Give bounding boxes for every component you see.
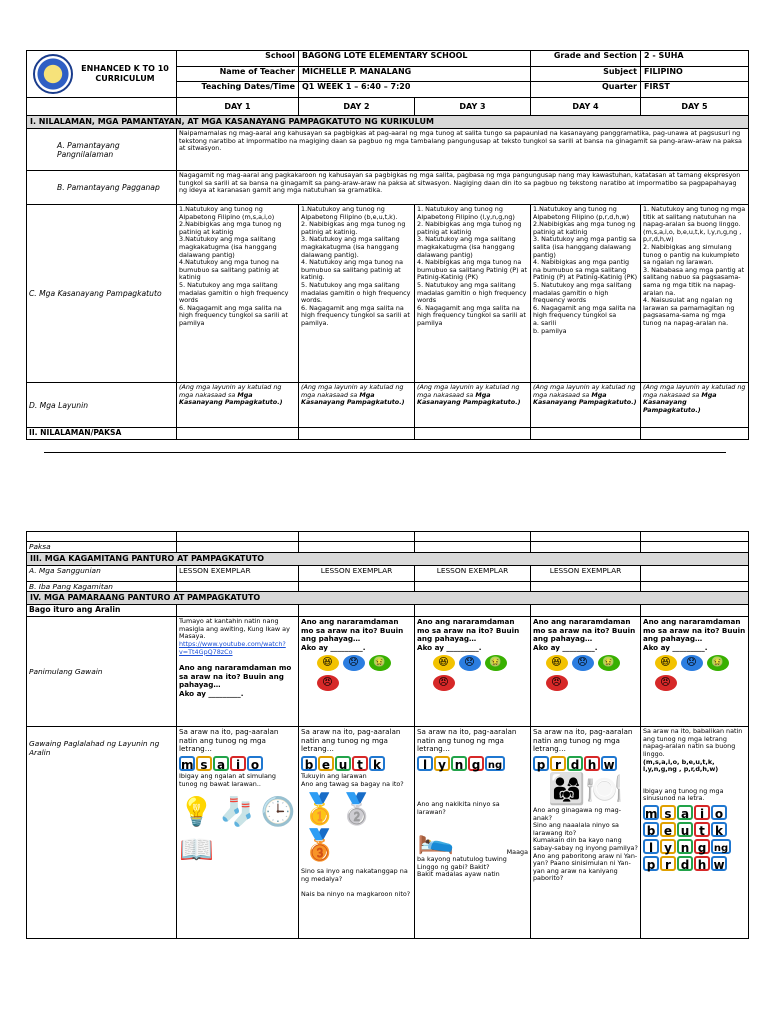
letter-tiles-lyngng-review: l y n g ng bbox=[643, 839, 746, 854]
panimula-day-2: Ano ang nararamdaman mo sa araw na ito? Buuin ang pahayag… Ako ay _________. 😆 😞 🤢 😠 bbox=[299, 617, 415, 727]
bago-ituro-label: Bago ituro ang Aralin bbox=[27, 605, 177, 617]
sanggunian-day-2: LESSON EXEMPLAR bbox=[299, 565, 415, 581]
day-header-1: DAY 1 bbox=[177, 98, 299, 116]
pamantayang-pangnilalaman-text: Naipamamalas ng mag-aaral ang kahusayan sa pagbigkas at pag-aaral ng mga tunog at salita tungo sa papaunlad na kasanayang panggramatika, pag-unawa at pagsusuri ng tekstong naratibo at impormatibo na magiging daan sa pagbuo ng mga tambalang pangungusap at teksto tungkol sa sarili at bansa na ginagamit sa pang-araw-araw na paksa at sitwasyon. bbox=[177, 129, 749, 171]
deped-logo-cell bbox=[27, 51, 177, 98]
sick-face-icon: 🤢 bbox=[485, 655, 507, 671]
day-header-2: DAY 2 bbox=[299, 98, 415, 116]
sick-face-icon: 🤢 bbox=[369, 655, 391, 671]
medals-icon: 🥇🥈🥉 bbox=[301, 792, 376, 864]
panimula-day-5: Ano ang nararamdaman mo sa araw na ito? Buuin ang pahayag… Ako ay _________. 😆 😞 🤢 😠 bbox=[641, 617, 749, 727]
letter-tiles-beutk-review: b e u t k bbox=[643, 822, 746, 837]
lightbulb-icon: 💡 bbox=[179, 795, 214, 829]
day-header-blank bbox=[27, 98, 177, 116]
teacher-value: MICHELLE P. MANALANG bbox=[299, 66, 531, 82]
youtube-link[interactable]: https://www.youtube.com/watch?v=Tt4GpQ78zCo bbox=[179, 639, 286, 656]
section-3-title: III. MGA KAGAMITANG PANTURO AT PAMPAGKATUTO bbox=[27, 552, 749, 565]
laughing-face-icon: 😆 bbox=[317, 655, 339, 671]
letter-tiles-lyngng: l y n g ng bbox=[417, 756, 528, 771]
subject-label: Subject bbox=[531, 66, 641, 82]
layunin-day-5: (Ang mga layunin ay katulad ng mga nakasaad sa Mga Kasanayang Pampagkatuto.) bbox=[641, 383, 749, 428]
layunin-day-3: (Ang mga layunin ay katulad ng mga nakasaad sa Mga Kasanayang Pampagkatuto.) bbox=[415, 383, 531, 428]
grade-value: 2 - SUHA bbox=[641, 51, 749, 67]
emotion-faces bbox=[317, 655, 397, 691]
page-divider bbox=[44, 452, 726, 453]
sick-face-icon: 🤢 bbox=[707, 655, 729, 671]
gawain-day-1: Sa araw na ito, pag-aaralan natin ang tunog ng mga letrang… m s a i o Ibigay ang ngalan at simulang tunog ng bawat larawan.. 💡 🧦 🕒 📖 bbox=[177, 727, 299, 939]
laughing-face-icon: 😆 bbox=[546, 655, 568, 671]
paksa-label: Paksa bbox=[27, 542, 177, 553]
layunin-day-1: (Ang mga layunin ay katulad ng mga nakasaad sa Mga Kasanayang Pampagkatuto.) bbox=[177, 383, 299, 428]
letter-tiles-msaio: m s a i o bbox=[179, 756, 296, 771]
layunin-day-4: (Ang mga layunin ay katulad ng mga nakasaad sa Mga Kasanayang Pampagkatuto.) bbox=[531, 383, 641, 428]
clock-icon: 🕒 bbox=[260, 795, 296, 829]
mga-layunin-label: D. Mga Layunin bbox=[27, 383, 177, 428]
kasanayan-day-4: 1.Natutukoy ang tunog ng Alpabetong Filipino (p,r,d,h,w) 2.Nabibigkas ang mga tunog ng patinig at katinig 3. Natutukoy ang mga pantig sa salita (isa hanggang dalawang pantig) 4. Nabibigkas ang mga pantig na bumubuo sa mga salitang Patinig (P) at Patinig-Katinig (PK) 5. Natutukoy ang mga salitang madalas gamitin o high frequency words 6. Nagagamit ang mga salita na high frequency tungkol sa a. sarili b. pamilya bbox=[531, 205, 641, 383]
letter-tiles-prdhw: p r d h w bbox=[533, 756, 638, 771]
iba-pang-kagamitan-label: B. Iba Pang Kagamitan bbox=[27, 581, 177, 592]
school-value: BAGONG LOTE ELEMENTARY SCHOOL bbox=[299, 51, 531, 67]
kasanayan-day-3: 1. Natutukoy ang tunog ng Alpabetong Filipino (l,y,n,g,ng) 2. Nabibigkas ang mga tunog ng patinig at katinig 3. Natutukoy ang mga salitang magkakatugma (isa hanggang dalawang pantig) 4. Nabibigkas ang mga tunog na bumubuo sa salitang Patinig (P) at Patinig-Katinig (PK) 5. Natutukoy ang mga salitang madalas gamitin o high frequency words 6. Nagagamit ang mga salita na high frequency tungkol sa sarili at pamilya bbox=[415, 205, 531, 383]
lesson-plan-page-2 bbox=[26, 531, 748, 939]
sick-face-icon: 🤢 bbox=[598, 655, 620, 671]
sad-face-icon: 😞 bbox=[343, 655, 365, 671]
teacher-label: Name of Teacher bbox=[177, 66, 299, 82]
kasanayan-day-5: 1. Natutukoy ang tunog ng mga titik at salitang natutuhan na napag-aralan sa buong linggo. (m,s,a,i,o, b,e,u,t,k, l,y,n,g,ng , p,r,d,h,w) 2. Nabibigkas ang simulang tunog o pantig na kukumpleto sa ngalan ng larawan. 3. Nababasa ang mga pantig at salitang nabuo sa pagsasama-sama ng mga titik na napag-aralan na. 4. Naisusulat ang ngalan ng larawan sa pamamagitan ng pagsasama-sama ng mga tunog na napag-aralan na. bbox=[641, 205, 749, 383]
angry-face-icon: 😠 bbox=[655, 675, 677, 691]
school-label: School bbox=[177, 51, 299, 67]
sanggunian-day-3: LESSON EXEMPLAR bbox=[415, 565, 531, 581]
socks-icon: 🧦 bbox=[219, 795, 255, 829]
day-header-3: DAY 3 bbox=[415, 98, 531, 116]
book-icon: 📖 bbox=[179, 833, 214, 867]
quarter-value: FIRST bbox=[641, 82, 749, 98]
kasanayan-day-2: 1.Natutukoy ang tunog ng Alpabetong Filipino (b,e,u,t,k). 2. Nabibigkas ang mga tunog ng patinig at katinig. 3. Natutukoy ang mga salitang magkakatugma (isa hanggang dalawang pantig). 4. Natutukoy ang mga tunog na bumubuo sa salitang patinig at katinig. 5. Natutukoy ang mga salitang madalas gamitin o high frequency words. 6. Nagagamit ang mga salita na high frequency tungkol sa sarili at pamilya. bbox=[299, 205, 415, 383]
section-4-title: IV. MGA PAMARAANG PANTURO AT PAMPAGKATUTO bbox=[27, 592, 749, 605]
pamantayang-pagganap-text: Nagagamit ng mag-aaral ang pagkakaroon ng kahusayan sa pagbigkas ng mga salita, pagbasa ng mga pangungusap nang may kawastuhan, katatasan at tamang ekspresyon tungkol sa sarili at sa bansa na ginagamit sa pang-araw-araw na paksa at sitwasyon. Nagiging daan din ito sa pagbuo ng tekstong naratibo at impormatibo sa pagpapahayag ng ideya at karanasan gamit ang mga natutuhan sa gramatika. bbox=[177, 171, 749, 205]
angry-face-icon: 😠 bbox=[546, 675, 568, 691]
curriculum-title: ENHANCED K TO 10 CURRICULUM bbox=[81, 64, 169, 83]
pamantayang-pagganap-label: B. Pamantayang Pagganap bbox=[27, 171, 177, 205]
panimula-day-3: Ano ang nararamdaman mo sa araw na ito? Buuin ang pahayag… Ako ay _________. 😆 😞 🤢 😠 bbox=[415, 617, 531, 727]
dates-label: Teaching Dates/Time bbox=[177, 82, 299, 98]
sleeping-child-icon: 🛌 bbox=[417, 821, 455, 857]
emotion-faces bbox=[546, 655, 626, 691]
gawain-day-2: Sa araw na ito, pag-aaralan natin ang tunog ng mga letrang… b e u t k Tukuyin ang larawan Ano ang tawag sa bagay na ito? 🥇🥈🥉 Sino sa inyo ang nakatanggap na ng medalya? Nais ba ninyo na magkaroon nito? bbox=[299, 727, 415, 939]
pamantayang-pangnilalaman-label: A. Pamantayang Pangnilalaman bbox=[27, 129, 177, 171]
sad-face-icon: 😞 bbox=[681, 655, 703, 671]
letter-tiles-msaio-review: m s a i o bbox=[643, 805, 746, 820]
kasanayan-day-1: 1.Natutukoy ang tunog ng Alpabetong Filipino (m,s,a,i,o) 2.Nabibigkas ang mga tunog ng patinig at katinig 3.Natutukoy ang mga salitang magkakatugma (isa hanggang dalawang pantig) 4.Natutukoy ang mga tunog na bumubuo sa salitang patinig at katinig 5. Natutukoy ang mga salitang madalas gamitin o high frequency words 6. Nagagamit ang mga salita na high frequency tungkol sa sarili at pamilya bbox=[177, 205, 299, 383]
gawaing-paglalahad-label: Gawaing Paglalahad ng Layunin ng Aralin bbox=[27, 727, 177, 939]
gawain-day-3: Sa araw na ito, pag-aaralan natin ang tunog ng mga letrang… l y n g ng Ano ang nakikita ninyo sa larawan? 🛌 Maaga ba kayong natutulog tuwing Linggo ng gabi? Bakit? Bakit madalas ayaw natin bbox=[415, 727, 531, 939]
angry-face-icon: 😠 bbox=[433, 675, 455, 691]
panimula-day-1: Tumayo at kantahin natin nang masigla ang awiting, Kung Ikaw ay Masaya. https://www.youtube.com/watch?v=Tt4GpQ78zCo Ano ang nararamdaman mo sa araw na ito? Buuin ang pahayag… Ako ay _________. bbox=[177, 617, 299, 727]
grade-label: Grade and Section bbox=[531, 51, 641, 67]
gawain-day-5: Sa araw na ito, babalikan natin ang tunog ng mga letrang napag-aralan natin sa buong linggo. (m,s,a,i,o, b,e,u,t,k, l,y,n,g,ng , p,r,d,h,w) Ibigay ang tunog ng mga sinusunod na letra. m s a i o b e u t k l y n g ng p r d h w bbox=[641, 727, 749, 939]
deped-seal-icon bbox=[33, 54, 73, 94]
sad-face-icon: 😞 bbox=[572, 655, 594, 671]
letter-tiles-prdhw-review: p r d h w bbox=[643, 856, 746, 871]
lesson-plan-page-1 bbox=[26, 50, 748, 440]
sad-face-icon: 😞 bbox=[459, 655, 481, 671]
family-meal-icon: 👨‍👩‍👧🍽️ bbox=[548, 771, 623, 807]
panimula-day-4: Ano ang nararamdaman mo sa araw na ito? Buuin ang pahayag… Ako ay _________. 😆 😞 🤢 😠 bbox=[531, 617, 641, 727]
section-2-title: II. NILALAMAN/PAKSA bbox=[27, 428, 177, 440]
subject-value: FILIPINO bbox=[641, 66, 749, 82]
sanggunian-day-4: LESSON EXEMPLAR bbox=[531, 565, 641, 581]
kasanayang-pampagkatuto-label: C. Mga Kasanayang Pampagkatuto bbox=[27, 205, 177, 383]
emotion-faces bbox=[655, 655, 735, 691]
dates-value: Q1 WEEK 1 – 6:40 – 7:20 bbox=[299, 82, 531, 98]
layunin-day-2: (Ang mga layunin ay katulad ng mga nakasaad sa Mga Kasanayang Pampagkatuto.) bbox=[299, 383, 415, 428]
angry-face-icon: 😠 bbox=[317, 675, 339, 691]
gawain-day-4: Sa araw na ito, pag-aaralan natin ang tunog ng mga letrang… p r d h w 👨‍👩‍👧🍽️ Ano ang ginagawa ng mag-anak? Sino ang naaalala ninyo sa larawang ito? Kumakain din ba kayo nang sabay-sabay ng inyong pamilya? Ano ang paboritong araw ni Yan-yan? Paano sinisimulan ni Yan-yan ang araw na kaniyang paborito? bbox=[531, 727, 641, 939]
laughing-face-icon: 😆 bbox=[433, 655, 455, 671]
sanggunian-label: A. Mga Sanggunian bbox=[27, 565, 177, 581]
panimulang-gawain-label: Panimulang Gawain bbox=[27, 617, 177, 727]
day-header-5: DAY 5 bbox=[641, 98, 749, 116]
sanggunian-day-1: LESSON EXEMPLAR bbox=[177, 565, 299, 581]
laughing-face-icon: 😆 bbox=[655, 655, 677, 671]
section-1-title: I. NILALAMAN, MGA PAMANTAYAN, AT MGA KASANAYANG PAMPAGKATUTO NG KURIKULUM bbox=[27, 116, 749, 129]
quarter-label: Quarter bbox=[531, 82, 641, 98]
emotion-faces bbox=[433, 655, 513, 691]
letter-tiles-beutk: b e u t k bbox=[301, 756, 412, 771]
day-header-4: DAY 4 bbox=[531, 98, 641, 116]
